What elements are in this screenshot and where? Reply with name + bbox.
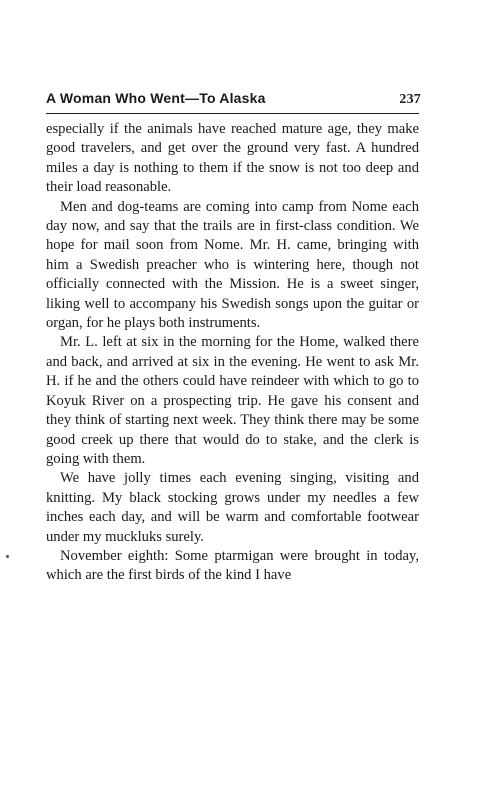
page-number: 237 [399,92,421,107]
body-text [46,120,419,586]
paragraph: Mr. L. left at six in the morning for the Home, walked there and back, and arrived at six in the evening. He went to ask Mr. H. if he and the others could have reindeer with which to go to Koyuk River on a prospecting trip. He gave his consent and they think of starting next week. They think there may be some good creek up there that would do to stake, and the clerk is going with them. [46,334,419,467]
paragraph: November eighth: Some ptarmigan were brought in today, which are the first birds of the kind I have [46,547,419,584]
running-head [46,90,419,112]
book-page [46,90,419,586]
paragraph: Men and dog-teams are coming into camp from Nome each day now, and say that the trails are in first-class condition. We hope for mail soon from Nome. Mr. H. came, bringing with him a Swedish preacher who is wintering here, though not officially connected with the Mission. He is a sweet singer, liking well to accompany his Swedish songs upon the guitar or organ, for he plays both instruments. [46,198,419,332]
running-head-title: A Woman Who Went—To Alaska [46,90,266,106]
paragraph: We have jolly times each evening singing, visiting and knitting. My black stocking grows under my needles a few inches each day, and will be warm and comfortable footwear under my muckluks surely. [46,470,419,545]
header-rule [46,113,419,114]
paragraph-continuation: especially if the animals have reached mature age, they make good travelers, and get over the ground very fast. A hundred miles a day is nothing to them if the snow is not too deep and their load reasonable. [46,121,419,196]
stray-ink-mark [6,555,9,558]
